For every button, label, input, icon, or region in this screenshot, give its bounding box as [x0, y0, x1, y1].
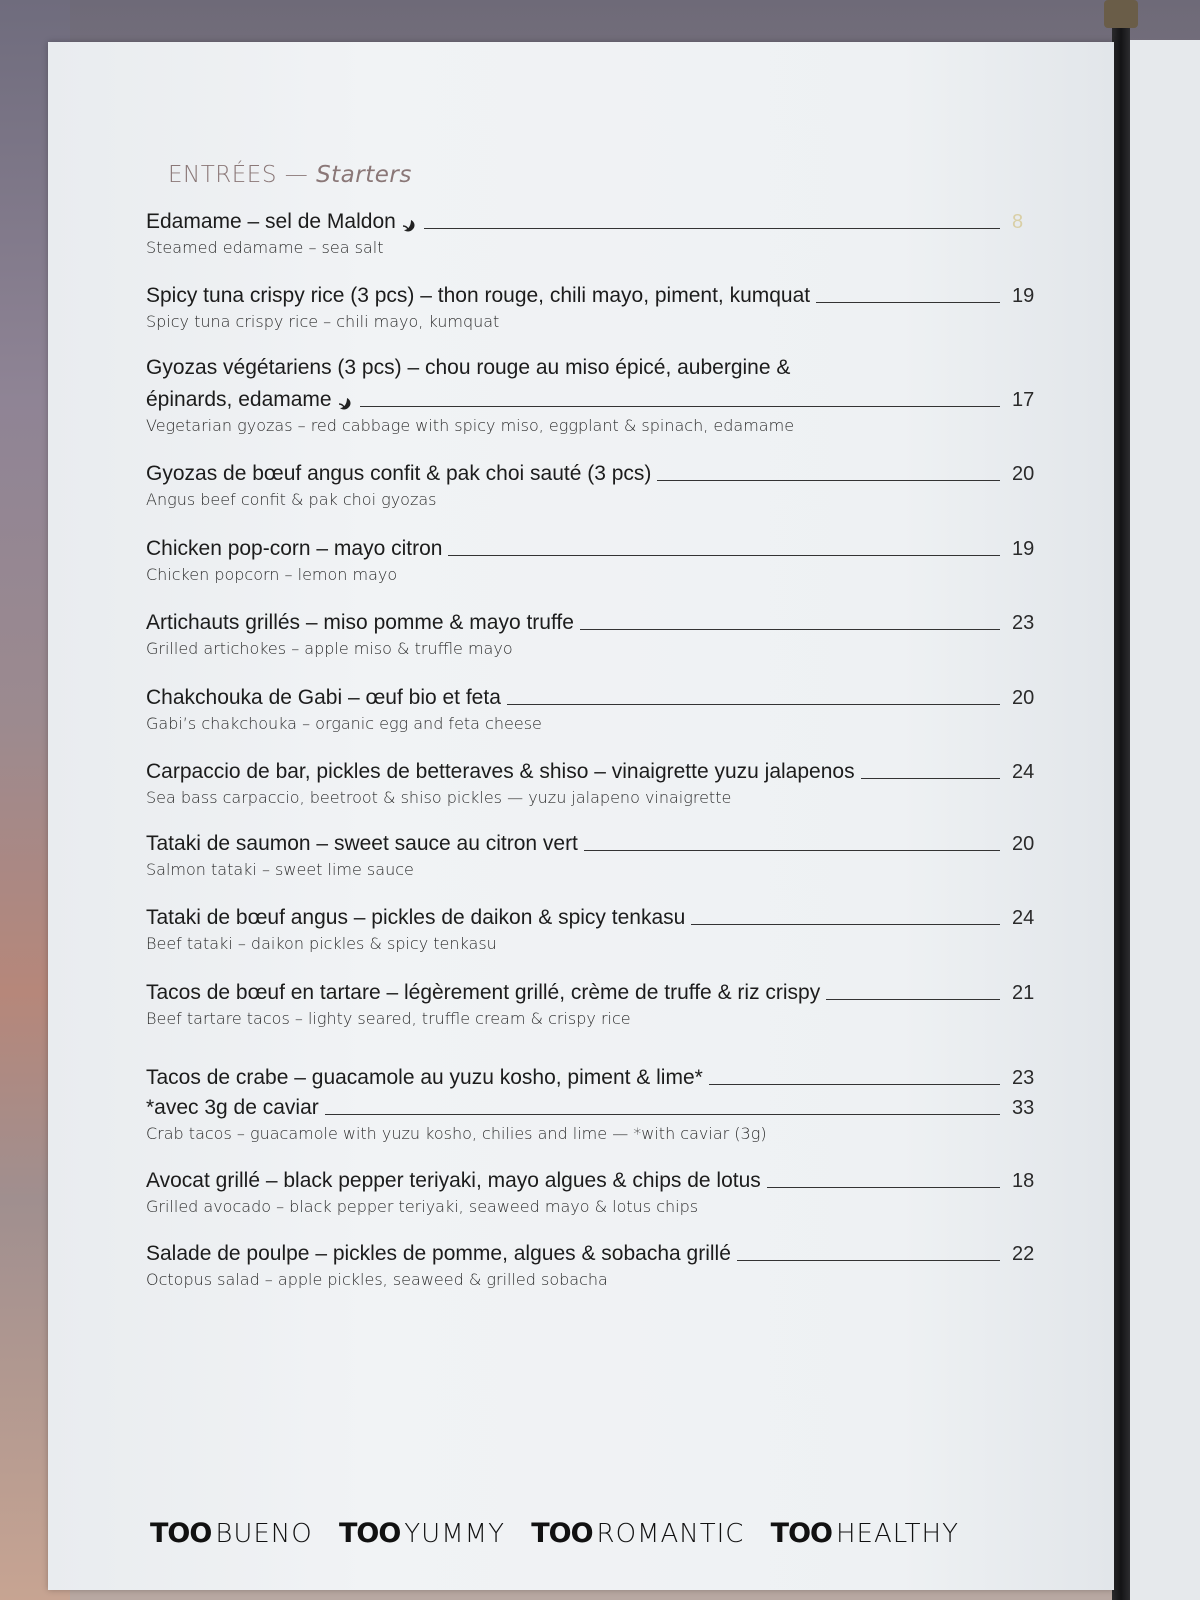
- item-name: Tacos de crabe – guacamole au yuzu kosho, piment & lime*: [146, 1066, 703, 1089]
- footer-too: TOO: [338, 1518, 401, 1549]
- item-price: 19: [1012, 285, 1035, 307]
- dot-leader: [826, 999, 1000, 1000]
- menu-item: [146, 458, 1056, 509]
- item-name: Chakchouka de Gabi – œuf bio et feta: [146, 686, 501, 709]
- menu-item: [146, 206, 1056, 257]
- item-subtitle: Spicy tuna crispy rice – chili mayo, kumquat: [146, 312, 500, 331]
- dot-leader: [691, 924, 1000, 925]
- footer-too: TOO: [150, 1518, 212, 1549]
- menu-item: [146, 682, 1056, 733]
- dot-leader: [737, 1260, 1000, 1261]
- item-name: Carpaccio de bar, pickles de betteraves & shiso – vinaigrette yuzu jalapenos: [146, 760, 855, 783]
- item-price: 23: [1012, 1067, 1035, 1089]
- footer-tagline: [150, 1518, 977, 1549]
- footer-too: TOO: [531, 1518, 593, 1549]
- item-price: 20: [1012, 687, 1035, 709]
- adjacent-page: [1130, 40, 1200, 1600]
- dot-leader: [507, 704, 1000, 705]
- item-subtitle: Angus beef confit & pak choi gyozas: [146, 490, 437, 509]
- item-name: Tataki de saumon – sweet sauce au citron vert: [146, 832, 578, 855]
- item-name: Artichauts grillés – miso pomme & mayo truffe: [146, 611, 574, 634]
- item-option-name: *avec 3g de caviar: [146, 1096, 319, 1119]
- footer-word: ROMANTIC: [596, 1519, 745, 1549]
- menu-item: [146, 977, 1056, 1028]
- item-subtitle: Chicken popcorn – lemon mayo: [146, 565, 398, 584]
- dot-leader: [767, 1187, 1000, 1188]
- item-subtitle: Beef tataki – daikon pickles & spicy tenkasu: [146, 934, 497, 953]
- item-name: épinards, edamame: [146, 388, 332, 411]
- dot-leader: [584, 850, 1000, 851]
- item-price: 8: [1012, 211, 1024, 233]
- dot-leader: [448, 555, 1000, 556]
- item-price: 20: [1012, 463, 1035, 485]
- section-title-en: Starters: [316, 162, 412, 188]
- menu-item: [146, 756, 1056, 807]
- item-subtitle: Gabi’s chakchouka – organic egg and feta cheese: [146, 714, 542, 733]
- leaf-icon: [338, 394, 354, 412]
- menu-item: [146, 533, 1056, 584]
- item-price: 18: [1012, 1170, 1035, 1192]
- footer-word: HEALTHY: [836, 1519, 959, 1549]
- footer-too: TOO: [770, 1518, 832, 1549]
- item-subtitle: Octopus salad – apple pickles, seaweed & grilled sobacha: [146, 1270, 608, 1289]
- item-subtitle: Grilled avocado – black pepper teriyaki, seaweed mayo & lotus chips: [146, 1197, 699, 1216]
- item-name: Spicy tuna crispy rice (3 pcs) – thon rouge, chili mayo, piment, kumquat: [146, 284, 811, 307]
- item-subtitle: Beef tartare tacos – lighty seared, truffle cream & crispy rice: [146, 1009, 631, 1028]
- binder-cap: [1104, 0, 1138, 28]
- item-price: 24: [1012, 761, 1035, 783]
- item-subtitle: Sea bass carpaccio, beetroot & shiso pickles — yuzu jalapeno vinaigrette: [146, 788, 732, 807]
- item-price: 19: [1012, 538, 1035, 560]
- dot-leader: [861, 778, 1000, 779]
- menu-item: [146, 1238, 1056, 1289]
- item-subtitle: Grilled artichokes – apple miso & truffle mayo: [146, 639, 513, 658]
- item-name-line1: Gyozas végétariens (3 pcs) – chou rouge au miso épicé, aubergine &: [146, 356, 791, 379]
- menu-item: [146, 280, 1056, 331]
- dot-leader: [816, 302, 1000, 303]
- item-subtitle: Vegetarian gyozas – red cabbage with spicy miso, eggplant & spinach, edamame: [146, 416, 795, 435]
- item-name: Avocat grillé – black pepper teriyaki, mayo algues & chips de lotus: [146, 1169, 761, 1192]
- section-title: [168, 162, 412, 188]
- footer-word: YUMMY: [404, 1519, 505, 1549]
- item-name: Chicken pop-corn – mayo citron: [146, 537, 443, 560]
- item-subtitle: Crab tacos – guacamole with yuzu kosho, chilies and lime — *with caviar (3g): [146, 1124, 767, 1143]
- item-subtitle: Steamed edamame – sea salt: [146, 238, 384, 257]
- menu-page: [48, 42, 1114, 1590]
- menu-item: [146, 1062, 1056, 1143]
- menu-item: [146, 607, 1056, 658]
- item-name: Gyozas de bœuf angus confit & pak choi sauté (3 pcs): [146, 462, 652, 485]
- item-name: Tacos de bœuf en tartare – légèrement grillé, crème de truffe & riz crispy: [146, 981, 821, 1004]
- menu-item: [146, 1165, 1056, 1216]
- dot-leader: [657, 480, 1000, 481]
- item-price: 24: [1012, 907, 1035, 929]
- item-price: 21: [1012, 982, 1035, 1004]
- item-price: 17: [1012, 389, 1035, 411]
- item-option-price: 33: [1012, 1097, 1035, 1119]
- section-title-fr: ENTRÉES —: [168, 162, 309, 188]
- item-subtitle: Salmon tataki – sweet lime sauce: [146, 860, 414, 879]
- item-name: Tataki de bœuf angus – pickles de daikon & spicy tenkasu: [146, 906, 686, 929]
- dot-leader: [709, 1084, 1000, 1085]
- leaf-icon: [402, 216, 418, 234]
- item-price: 22: [1012, 1243, 1035, 1265]
- menu-item: [146, 352, 1056, 435]
- item-price: 23: [1012, 612, 1035, 634]
- dot-leader: [580, 629, 1000, 630]
- dot-leader: [325, 1114, 1000, 1115]
- item-price: 20: [1012, 833, 1035, 855]
- binder-spine: [1112, 0, 1130, 1600]
- footer-word: BUENO: [215, 1519, 313, 1549]
- dot-leader: [424, 228, 1000, 229]
- item-name: Salade de poulpe – pickles de pomme, algues & sobacha grillé: [146, 1242, 731, 1265]
- menu-item: [146, 828, 1056, 879]
- menu-item: [146, 902, 1056, 953]
- dot-leader: [360, 406, 1000, 407]
- item-name: Edamame – sel de Maldon: [146, 210, 396, 233]
